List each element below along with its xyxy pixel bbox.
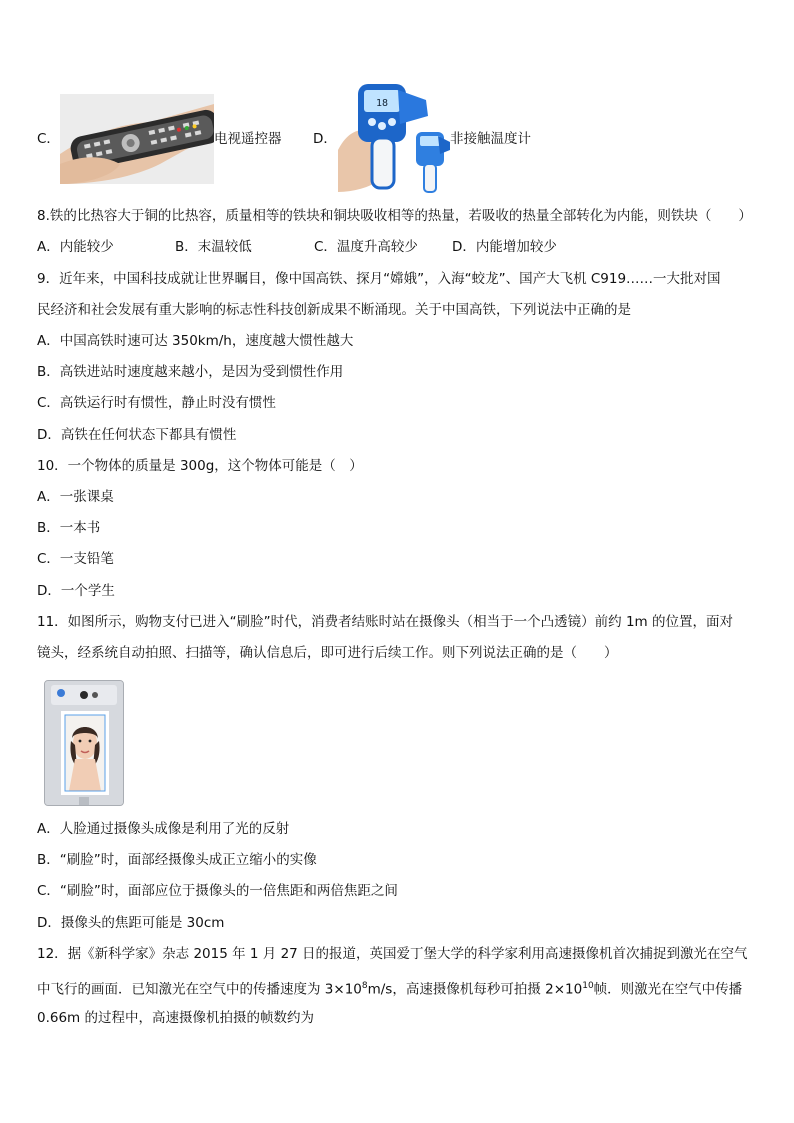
q11-option-c: C．“刷脸”时，面部应位于摄像头的一倍焦距和两倍焦距之间 [37,883,398,899]
q12-exponent-frames: 10 [582,981,594,991]
q8-option-a: A．内能较少 [37,239,114,255]
q9-stem-line2: 民经济和社会发展有重大影响的标志性科技创新成果不断涌现。关于中国高铁，下列说法中正确的是 [37,302,631,318]
q8-stem: 8.铁的比热容大于铜的比热容，质量相等的铁块和铜块吸收相等的热量，若吸收的热量全部转化为内能，则铁块（ ） [37,208,752,224]
q12-stem-line2 [37,976,742,1000]
q10-stem: 10．一个物体的质量是 300g，这个物体可能是（ ） [37,458,363,474]
q12-stem-line3: 0.66m 的过程中，高速摄像机拍摄的帧数约为 [37,1010,314,1026]
q7-option-d-caption: 非接触温度计 [450,131,531,147]
q12-stem-line2-part3: 帧．则激光在空气中传播 [593,981,743,998]
infrared-thermometer-image [338,80,450,195]
q10-option-a: A．一张课桌 [37,489,114,505]
q11-stem-line1: 11．如图所示，购物支付已进入“刷脸”时代，消费者结账时站在摄像头（相当于一个凸透镜）前约 1m 的位置，面对 [37,614,733,630]
q12-stem-line2-part1: 中飞行的画面．已知激光在空气中的传播速度为 3×10 [37,981,362,998]
q11-option-d: D．摄像头的焦距可能是 30cm [37,915,225,931]
q8-option-d: D．内能增加较少 [452,239,557,255]
q9-option-d: D．高铁在任何状态下都具有惯性 [37,427,237,443]
tv-remote-image [60,94,214,184]
q7-option-c-caption: 电视遥控器 [214,131,282,147]
q8-option-c: C．温度升高较少 [314,239,418,255]
q7-option-c-letter: C． [37,131,60,147]
svg-text:18: 18 [375,98,389,109]
q10-option-d: D．一个学生 [37,583,115,599]
q12-exponent-speed: 8 [361,981,368,991]
q8-option-b: B．末温较低 [175,239,252,255]
q11-option-a: A．人脸通过摄像头成像是利用了光的反射 [37,821,290,837]
q9-option-c: C．高铁运行时有惯性，静止时没有惯性 [37,395,276,411]
q9-stem-line1: 9．近年来，中国科技成就让世界瞩目，像中国高铁、探月“嫦娥”，入海“蛟龙”、国产大飞机 C919……一大批对国 [37,271,721,287]
q9-option-a: A．中国高铁时速可达 350km/h，速度越大惯性越大 [37,333,354,349]
q11-option-b: B．“刷脸”时，面部经摄像头成正立缩小的实像 [37,852,317,868]
q11-stem-line2: 镜头，经系统自动拍照、扫描等，确认信息后，即可进行后续工作。则下列说法正确的是（ ） [37,645,618,661]
q10-option-c: C．一支铅笔 [37,551,114,567]
q7-option-d-letter: D． [313,131,337,147]
q10-option-b: B．一本书 [37,520,101,536]
face-scan-kiosk-image [44,680,124,806]
q12-stem-line2-part2: m/s，高速摄像机每秒可拍摄 2×10 [367,981,583,998]
q12-stem-line1: 12．据《新科学家》杂志 2015 年 1 月 27 日的报道，英国爱丁堡大学的科学家利用高速摄像机首次捕捉到激光在空气 [37,946,748,962]
q9-option-b: B．高铁进站时速度越来越小，是因为受到惯性作用 [37,364,344,380]
